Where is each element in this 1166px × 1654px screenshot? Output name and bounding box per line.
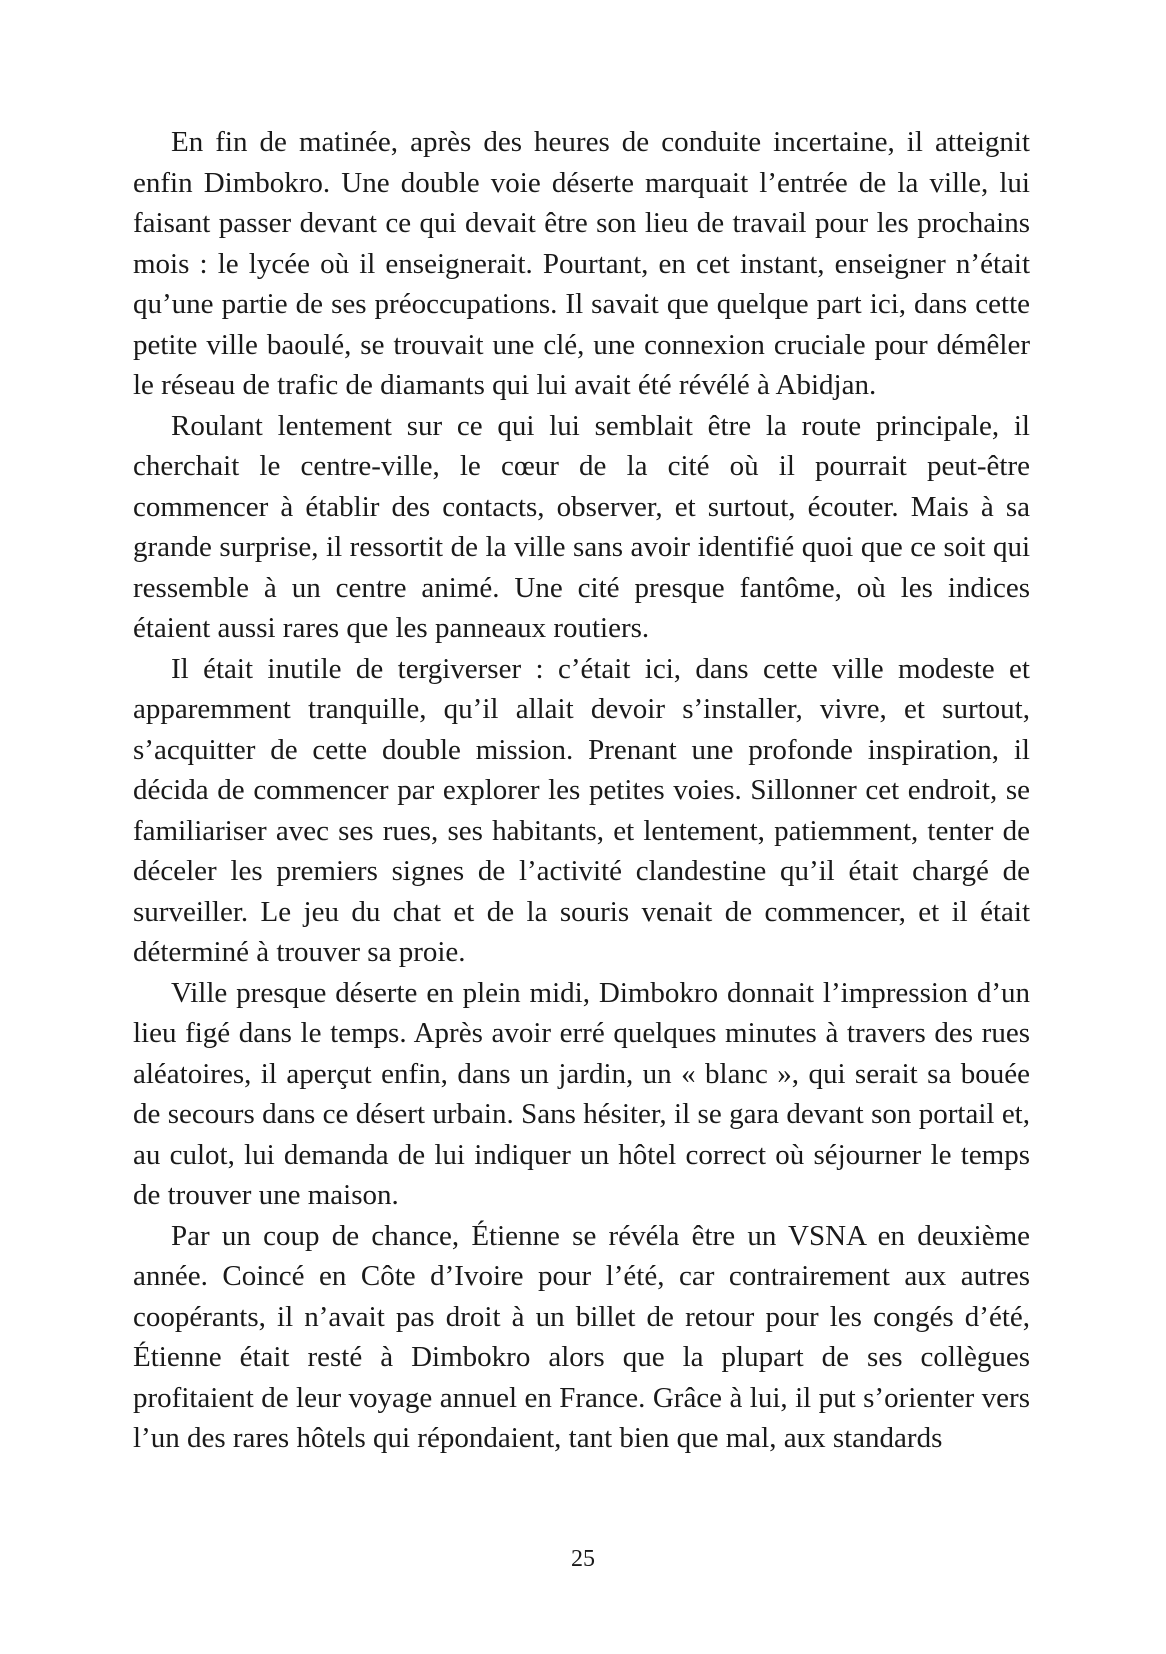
paragraph-1: En fin de matinée, après des heures de conduite incertaine, il atteignit enfin Dimbokro. Une double voie déserte marquait l’entrée de la ville, lui faisant passer devant ce qui devait être son lieu de travail pour les prochains mois : le lycée où il enseignerait. Pourtant, en cet instant, enseigner n’était qu’une partie de ses préoccupations. Il savait que quelque part ici, dans cette petite ville baoulé, se trouvait une clé, une connexion cruciale pour démêler le réseau de trafic de diamants qui lui avait été révélé à Abidjan. — [133, 126, 1030, 401]
page-number: 25 — [571, 1546, 595, 1572]
body-text — [133, 122, 1030, 1459]
paragraph-4: Ville presque déserte en plein midi, Dimbokro donnait l’impression d’un lieu figé dans le temps. Après avoir erré quelques minutes à travers des rues aléatoires, il aperçut enfin, dans un jardin, un « blanc », qui serait sa bouée de secours dans ce désert urbain. Sans hésiter, il se gara devant son portail et, au culot, lui demanda de lui indiquer un hôtel correct où séjourner le temps de trouver une maison. — [133, 976, 1030, 1211]
paragraph-5: Par un coup de chance, Étienne se révéla être un VSNA en deuxième année. Coincé en Côte d’Ivoire pour l’été, car contrairement aux autres coopérants, il n’avait pas droit à un billet de retour pour les congés d’été, Étienne était resté à Dimbokro alors que la plupart de ses collègues profitaient de leur voyage annuel en France. Grâce à lui, il put s’orienter vers l’un des rares hôtels qui répondaient, tant bien que mal, aux standards — [133, 1219, 1030, 1454]
paragraph-2: Roulant lentement sur ce qui lui semblait être la route principale, il cherchait le centre-ville, le cœur de la cité où il pourrait peut-être commencer à établir des contacts, observer, et surtout, écouter. Mais à sa grande surprise, il ressortit de la ville sans avoir identifié quoi que ce soit qui ressemble à un centre animé. Une cité presque fantôme, où les indices étaient aussi rares que les panneaux routiers. — [133, 409, 1030, 644]
paragraph-3: Il était inutile de tergiverser : c’était ici, dans cette ville modeste et apparemment tranquille, qu’il allait devoir s’installer, vivre, et surtout, s’acquitter de cette double mission. Prenant une profonde inspiration, il décida de commencer par explorer les petites voies. Sillonner cet endroit, se familiariser avec ses rues, ses habitants, et lentement, patiemment, tenter de déceler les premiers signes de l’activité clandestine qu’il était chargé de surveiller. Le jeu du chat et de la souris venait de commencer, et il était déterminé à trouver sa proie. — [133, 652, 1030, 968]
